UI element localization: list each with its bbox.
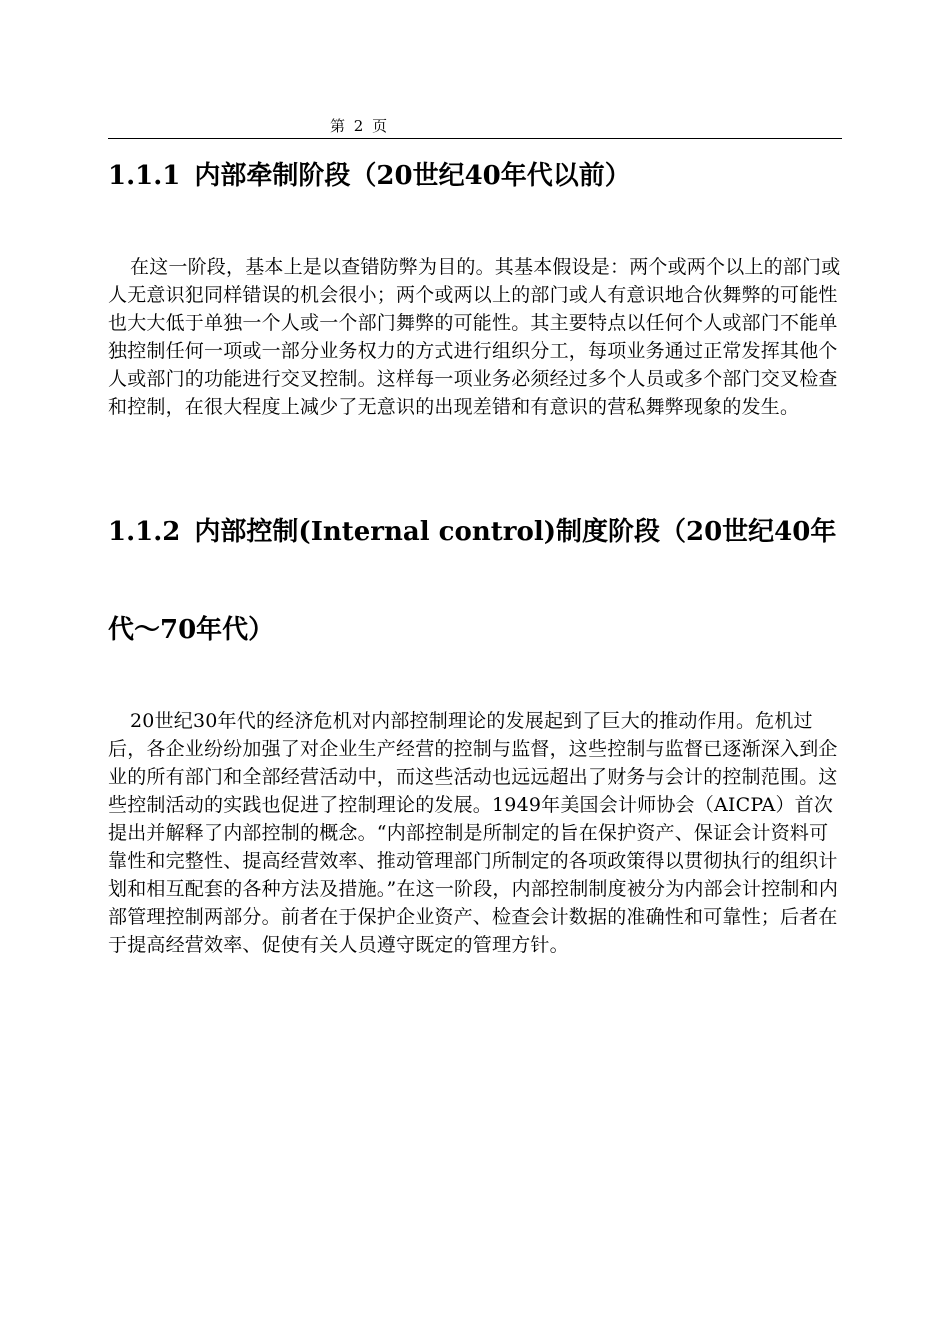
section-heading-1-1-1 (108, 160, 631, 192)
section-heading-1-1-2 (108, 516, 836, 548)
section-body-1-1-1: 在这一阶段，基本上是以查错防弊为目的。其基本假设是：两个或两个以上的部门或人无意识犯同样错误的机会很小；两个或两以上的部门或人有意识地合伙舞弊的可能性也大大低于单独一个人或一个部门舞弊的可能性。其主要特点以任何个人或部门不能单独控制任何一项或一部分业务权力的方式进行组织分工，每项业务通过正常发挥其他个人或部门的功能进行交叉控制。这样每一项业务必须经过多个人员或多个部门交叉检查和控制，在很大程度上减少了无意识的出现差错和有意识的营私舞弊现象的发生。 (108, 256, 841, 418)
page-number: 第 2 页 (330, 117, 390, 135)
section-heading-1-1-2-continued (108, 614, 274, 646)
section-number: 1.1.2 (108, 517, 181, 547)
section-title-line-2: 代～70年代） (108, 615, 275, 645)
section-title-line-1: 内部控制(Internal control)制度阶段（20世纪40年 (194, 517, 837, 547)
section-body-1-1-2: 20世纪30年代的经济危机对内部控制理论的发展起到了巨大的推动作用。危机过后，各企业纷纷加强了对企业生产经营的控制与监督，这些控制与监督已逐渐深入到企业的所有部门和全部经营活动中，而这些活动也远远超出了财务与会计的控制范围。这些控制活动的实践也促进了控制理论的发展。1949年美国会计师协会（AICPA）首次提出并解释了内部控制的概念。“内部控制是所制定的旨在保护资产、保证会计资料可靠性和完整性、提高经营效率、推动管理部门所制定的各项政策得以贯彻执行的组织计划和相互配套的各种方法及措施。”在这一阶段，内部控制制度被分为内部会计控制和内部管理控制两部分。前者在于保护企业资产、检查会计数据的准确性和可靠性；后者在于提高经营效率、促使有关人员遵守既定的管理方针。 (108, 710, 839, 956)
section-number: 1.1.1 (108, 161, 181, 191)
page-header (108, 116, 842, 139)
section-title: 内部牵制阶段（20世纪40年代以前） (194, 161, 631, 191)
